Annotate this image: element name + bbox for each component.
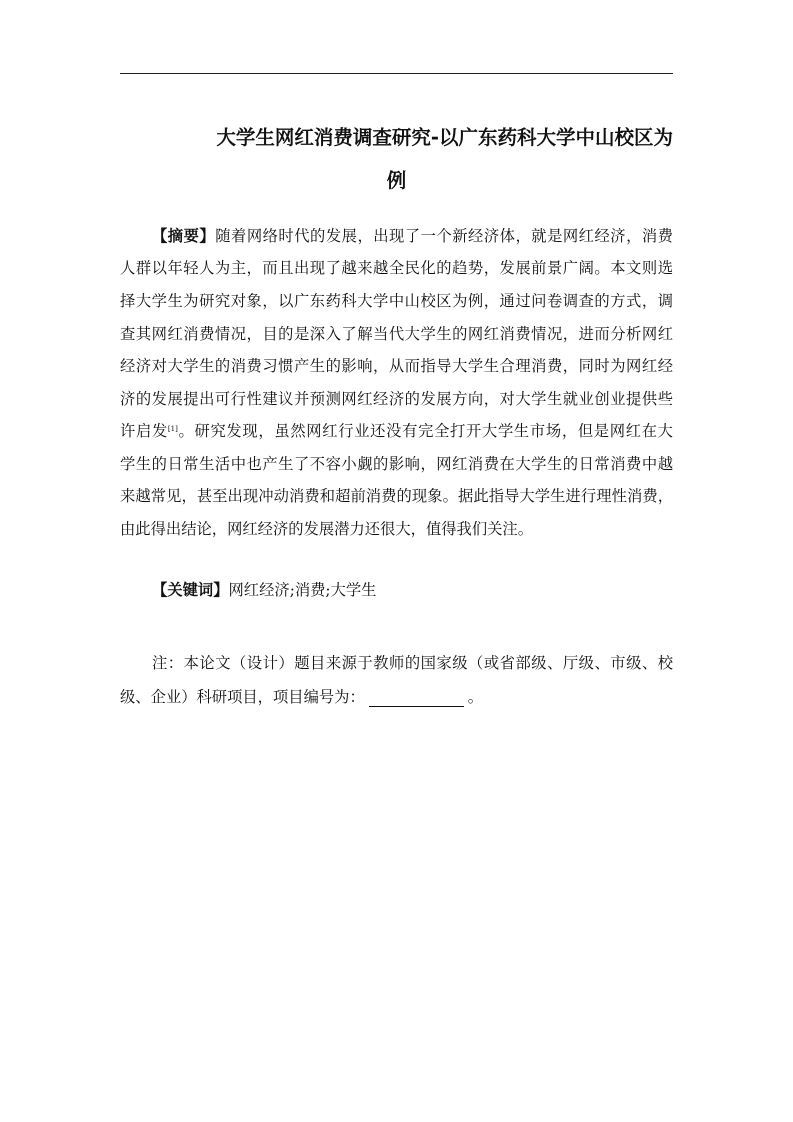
abstract-line: 学生的日常生活中也产生了不容小觑的影响，网红消费在大学生的日常消费中越 bbox=[120, 455, 673, 473]
document-title-line1: 大学生网红消费调查研究-以广东药科大学中山校区为 bbox=[216, 126, 673, 149]
keywords-line bbox=[120, 580, 673, 600]
abstract-line: 经济对大学生的消费习惯产生的影响，从而指导大学生合理消费，同时为网红经 bbox=[120, 357, 673, 375]
abstract-line: 人群以年轻人为主，而且出现了越来越全民化的趋势，发展前景广阔。本文则选 bbox=[120, 259, 673, 277]
abstract-line: 许启发[1]。研究发现，虽然网红行业还没有完全打开大学生市场，但是网红在大 bbox=[120, 422, 673, 440]
note-line1: 注：本论文（设计）题目来源于教师的国家级（或省部级、厅级、市级、校 bbox=[152, 654, 673, 672]
document-title-line2: 例 bbox=[386, 169, 407, 192]
abstract-line: 济的发展提出可行性建议并预测网红经济的发展方向，对大学生就业创业提供些 bbox=[120, 390, 673, 408]
abstract-label: 【摘要】 bbox=[152, 227, 216, 245]
abstract-line: 查其网红消费情况，目的是深入了解当代大学生的网红消费情况，进而分析网红 bbox=[120, 325, 673, 343]
abstract-line: 由此得出结论，网红经济的发展潜力还很大，值得我们关注。 bbox=[120, 520, 534, 538]
keywords-value: 网红经济;消费;大学生 bbox=[228, 581, 377, 599]
abstract-line: 择大学生为研究对象，以广东药科大学中山校区为例，通过问卷调查的方式，调 bbox=[120, 292, 673, 310]
keywords-label: 【关键词】 bbox=[152, 581, 229, 599]
project-number-blank bbox=[369, 690, 464, 707]
abstract-line: 【摘要】随着网络时代的发展，出现了一个新经济体，就是网红经济，消费 bbox=[152, 227, 673, 245]
abstract-line: 来越常见，甚至出现冲动消费和超前消费的现象。据此指导大学生进行理性消费， bbox=[120, 487, 673, 505]
citation-marker[interactable]: [1] bbox=[167, 425, 178, 433]
header-rule bbox=[120, 73, 673, 74]
note-line2: 级、企业）科研项目，项目编号为： 。 bbox=[120, 688, 484, 706]
